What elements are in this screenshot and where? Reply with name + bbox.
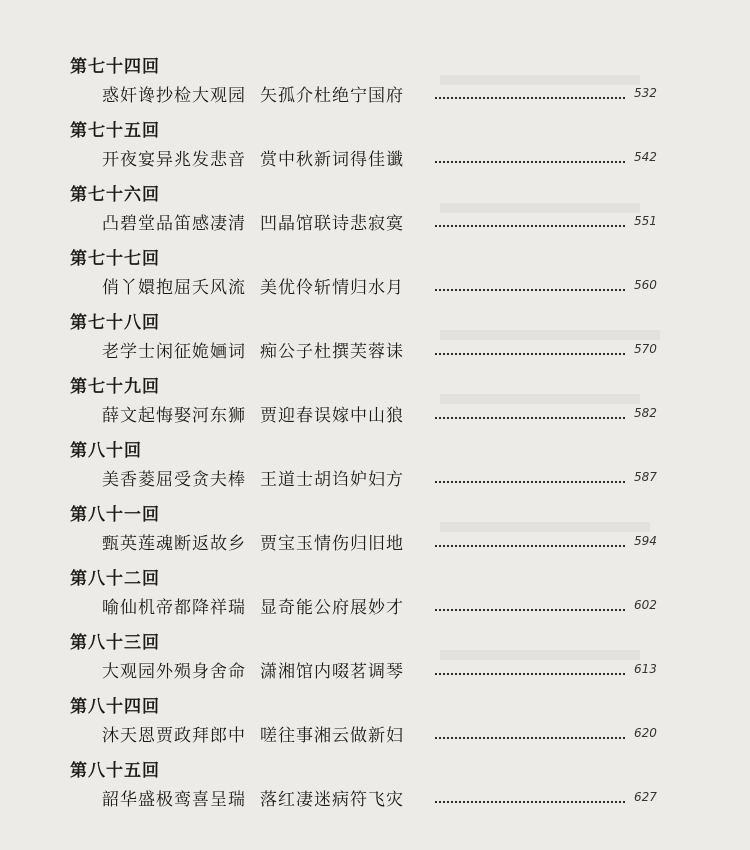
dot-leader xyxy=(435,353,625,355)
chapter-title-second-half: 贾迎春误嫁中山狼 xyxy=(260,406,404,426)
page-number: 532 xyxy=(634,86,657,100)
chapter-title-second-half: 凹晶馆联诗悲寂寞 xyxy=(260,214,404,234)
chapter-title-second-half: 落红凄迷病符飞灾 xyxy=(260,790,404,810)
chapter-number: 第七十九回 xyxy=(70,377,160,397)
chapter-title-second-half: 矢孤介杜绝宁国府 xyxy=(260,86,404,106)
toc-entry[interactable] xyxy=(0,116,750,180)
chapter-title xyxy=(102,401,404,426)
chapter-title xyxy=(102,209,404,234)
dot-leader xyxy=(435,737,625,739)
chapter-title xyxy=(102,273,404,298)
page-number: 582 xyxy=(634,406,657,420)
chapter-number: 第七十八回 xyxy=(70,313,160,333)
page-number: 587 xyxy=(634,470,657,484)
chapter-title-second-half: 嗟往事湘云做新妇 xyxy=(260,726,404,746)
page-number: 620 xyxy=(634,726,657,740)
chapter-title xyxy=(102,593,404,618)
toc-entry[interactable] xyxy=(0,180,750,244)
page-number: 551 xyxy=(634,214,657,228)
chapter-number: 第八十一回 xyxy=(70,505,160,525)
chapter-title-second-half: 王道士胡诌妒妇方 xyxy=(260,470,404,490)
chapter-title-first-half: 俏丫嬛抱屈夭风流 xyxy=(102,278,246,298)
chapter-title-first-half: 凸碧堂品笛感凄清 xyxy=(102,214,246,234)
chapter-title xyxy=(102,337,404,362)
chapter-title xyxy=(102,145,404,170)
toc-entry[interactable] xyxy=(0,244,750,308)
chapter-title-second-half: 痴公子杜撰芙蓉诔 xyxy=(260,342,404,362)
chapter-number: 第七十五回 xyxy=(70,121,160,141)
chapter-title-first-half: 美香菱屈受贪夫棒 xyxy=(102,470,246,490)
chapter-title xyxy=(102,657,404,682)
toc-entry[interactable] xyxy=(0,436,750,500)
chapter-title-first-half: 韶华盛极鸾喜呈瑞 xyxy=(102,790,246,810)
chapter-title-second-half: 赏中秋新词得佳谶 xyxy=(260,150,404,170)
page-number: 542 xyxy=(634,150,657,164)
chapter-number: 第七十六回 xyxy=(70,185,160,205)
dot-leader xyxy=(435,417,625,419)
chapter-title-first-half: 沐天恩贾政拜郎中 xyxy=(102,726,246,746)
chapter-title-second-half: 贾宝玉情伤归旧地 xyxy=(260,534,404,554)
chapter-number: 第七十七回 xyxy=(70,249,160,269)
chapter-title xyxy=(102,81,404,106)
toc-entry[interactable] xyxy=(0,308,750,372)
chapter-title-first-half: 大观园外殒身舍命 xyxy=(102,662,246,682)
dot-leader xyxy=(435,225,625,227)
chapter-number: 第八十三回 xyxy=(70,633,160,653)
dot-leader xyxy=(435,289,625,291)
dot-leader xyxy=(435,673,625,675)
toc-entry[interactable] xyxy=(0,628,750,692)
dot-leader xyxy=(435,801,625,803)
chapter-title-first-half: 开夜宴异兆发悲音 xyxy=(102,150,246,170)
chapter-title-second-half: 显奇能公府展妙才 xyxy=(260,598,404,618)
toc-entry[interactable] xyxy=(0,372,750,436)
chapter-title-first-half: 甄英莲魂断返故乡 xyxy=(102,534,246,554)
chapter-title-second-half: 美优伶斩情归水月 xyxy=(260,278,404,298)
chapter-number: 第八十四回 xyxy=(70,697,160,717)
chapter-title-first-half: 惑奸谗抄检大观园 xyxy=(102,86,246,106)
toc-entry[interactable] xyxy=(0,52,750,116)
chapter-number: 第八十二回 xyxy=(70,569,160,589)
page-number: 613 xyxy=(634,662,657,676)
dot-leader xyxy=(435,161,625,163)
chapter-title xyxy=(102,465,404,490)
chapter-title-second-half: 潇湘馆内啜茗调琴 xyxy=(260,662,404,682)
toc-entry[interactable] xyxy=(0,692,750,756)
chapter-title-first-half: 薛文起悔娶河东狮 xyxy=(102,406,246,426)
dot-leader xyxy=(435,97,625,99)
page-number: 594 xyxy=(634,534,657,548)
toc-entry[interactable] xyxy=(0,500,750,564)
dot-leader xyxy=(435,609,625,611)
chapter-title xyxy=(102,785,404,810)
dot-leader xyxy=(435,481,625,483)
page-number: 602 xyxy=(634,598,657,612)
page-number: 627 xyxy=(634,790,657,804)
chapter-number: 第七十四回 xyxy=(70,57,160,77)
toc-entry[interactable] xyxy=(0,564,750,628)
toc-entry[interactable] xyxy=(0,756,750,820)
dot-leader xyxy=(435,545,625,547)
page-number: 560 xyxy=(634,278,657,292)
page-number: 570 xyxy=(634,342,657,356)
chapter-number: 第八十五回 xyxy=(70,761,160,781)
chapter-title-first-half: 喻仙机帝都降祥瑞 xyxy=(102,598,246,618)
chapter-number: 第八十回 xyxy=(70,441,142,461)
chapter-title xyxy=(102,721,404,746)
chapter-title xyxy=(102,529,404,554)
chapter-title-first-half: 老学士闲征姽婳词 xyxy=(102,342,246,362)
